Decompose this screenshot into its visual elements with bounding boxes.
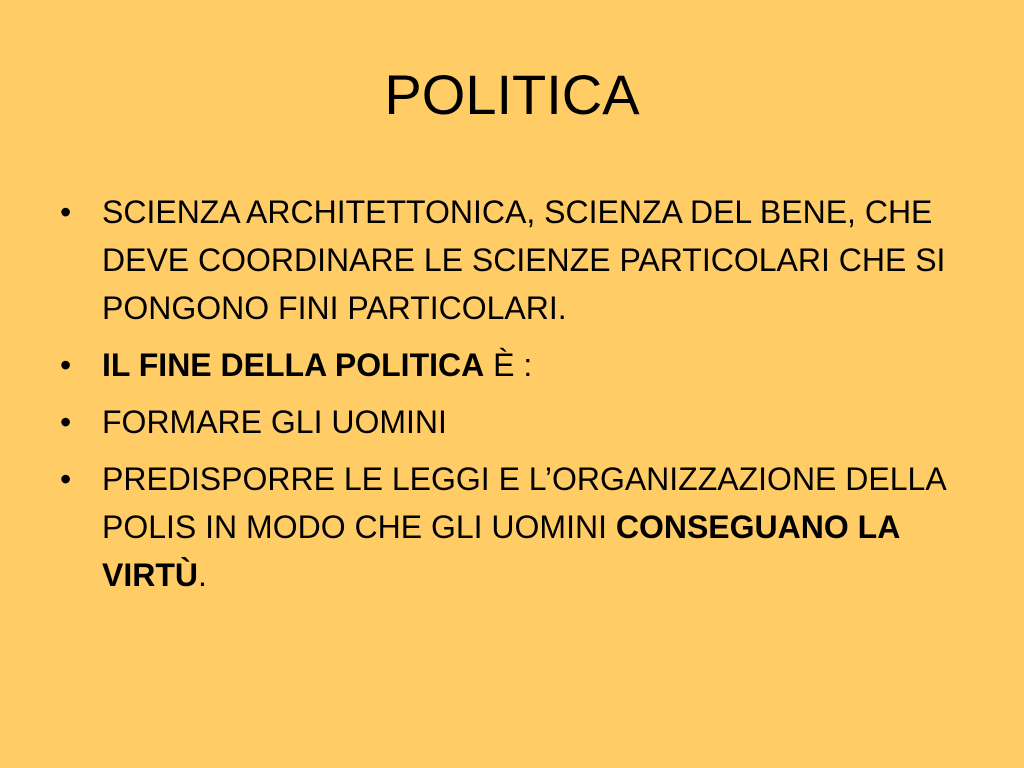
bullet-dot-icon: •	[60, 194, 72, 230]
bullet-text: SCIENZA ARCHITETTONICA, SCIENZA DEL BENE, CHE DEVE COORDINARE LE SCIENZE PARTICOLARI CHE SI PONGONO FINI PARTICOLARI.	[102, 194, 946, 326]
bullet-text: È :	[484, 347, 533, 383]
bullet-dot-icon: •	[60, 461, 72, 497]
bullet-bold-text: IL FINE DELLA POLITICA	[102, 347, 485, 383]
bullet-tail-text: .	[198, 557, 207, 593]
bullet-item-2	[60, 341, 980, 389]
bullet-text: FORMARE GLI UOMINI	[102, 404, 447, 440]
bullet-item-3	[60, 398, 980, 446]
bullet-bold-text: CONSEGUANO LA VIRTÙ	[102, 509, 900, 593]
bullet-dot-icon: •	[60, 347, 72, 383]
bullet-list	[60, 188, 980, 608]
bullet-item-1	[60, 188, 980, 332]
slide-title: POLITICA	[384, 63, 640, 126]
bullet-dot-icon: •	[60, 404, 72, 440]
bullet-text: PREDISPORRE LE LEGGI E L’ORGANIZZAZIONE DELLA POLIS IN MODO CHE GLI UOMINI	[102, 461, 945, 545]
bullet-item-4	[60, 455, 980, 599]
